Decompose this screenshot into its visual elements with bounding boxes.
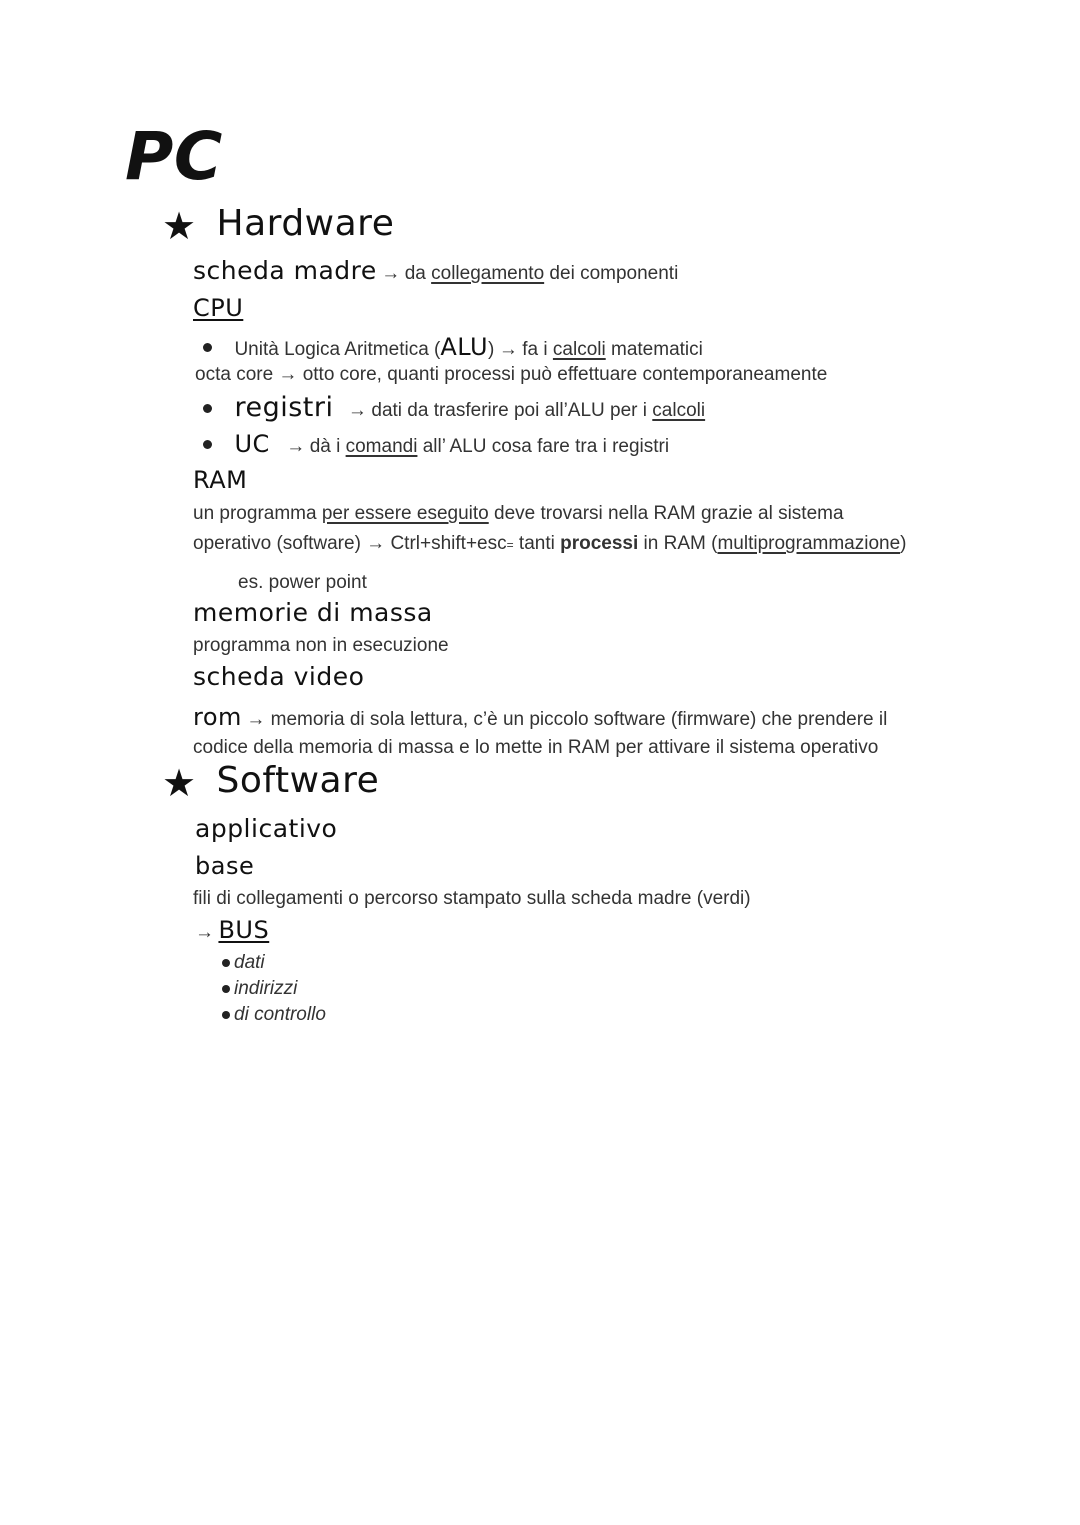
bullet-icon (203, 440, 212, 449)
octa-core-line: octa core → otto core, quanti processi può effettuare contemporaneamente (195, 364, 828, 385)
applicativo-term: applicativo (195, 814, 338, 843)
alu-term: ALU (440, 333, 489, 361)
calcoli-underlined: calcoli (652, 400, 706, 421)
star-icon: ★ (162, 763, 197, 805)
bullet-icon (222, 959, 230, 967)
bus-item-dati (222, 952, 265, 974)
arrow-icon: → (381, 263, 401, 284)
registri-term: registri (234, 392, 334, 423)
uc-pre: dà i (309, 436, 346, 457)
arrow-icon: → (286, 436, 306, 457)
bus-item-indirizzi (222, 978, 297, 1000)
ram-line2-mid: tanti (513, 533, 561, 554)
ram-line1-pre: un programma (193, 503, 322, 524)
rom-row (193, 703, 887, 731)
arrow-icon: → (347, 400, 367, 421)
rom-term: rom (193, 703, 242, 731)
bus-row (195, 916, 269, 944)
uc-post: all’ ALU cosa fare tra i registri (417, 436, 670, 457)
page-title: PC (125, 118, 223, 195)
cpu-term: CPU (193, 294, 244, 322)
uc-row (203, 430, 669, 458)
arrow-icon: → (246, 709, 266, 730)
multiprogrammazione-underlined: multiprogrammazione (717, 533, 901, 554)
ram-line2-eq: = (506, 538, 514, 552)
rom-line2: codice della memoria di massa e lo mette in RAM per attivare il sistema operativo (193, 737, 879, 758)
bullet-icon (203, 343, 212, 352)
per-essere-eseguito-underlined: per essere eseguito (321, 503, 489, 524)
arrow-icon: → (195, 922, 214, 943)
ram-line-2 (193, 533, 906, 555)
bullet-icon (222, 1011, 230, 1019)
bullet-icon (222, 985, 230, 993)
registri-pre: dati da trasferire poi all’ALU per i (371, 400, 653, 421)
bullet-icon (203, 404, 212, 413)
ram-line2-pre: operativo (software) → Ctrl+shift+esc (193, 533, 507, 554)
memorie-term: memorie di massa (193, 598, 433, 627)
scheda-video-term: scheda video (193, 662, 365, 691)
memorie-desc: programma non in esecuzione (193, 635, 449, 656)
scheda-madre-row (193, 256, 678, 285)
scheda-madre-pre: da (404, 263, 432, 284)
alu-desc-pre: fa i (522, 339, 553, 360)
collegamento-underlined: collegamento (431, 263, 545, 284)
base-term: base (195, 852, 255, 880)
fili-line: fili di collegamenti o percorso stampato sulla scheda madre (verdi) (193, 888, 751, 909)
bus-item-label: dati (234, 952, 265, 973)
star-icon: ★ (162, 206, 197, 248)
bus-item-controllo (222, 1004, 326, 1026)
bus-item-label: indirizzi (234, 978, 298, 999)
uc-term: UC (234, 430, 270, 458)
bus-item-label: di controllo (234, 1004, 326, 1025)
ram-line-1 (193, 503, 844, 525)
alu-post: ) (488, 339, 495, 360)
ram-example: es. power point (238, 572, 367, 593)
scheda-madre-term: scheda madre (193, 256, 377, 285)
scheda-madre-post: dei componenti (544, 263, 679, 284)
rom-line1: memoria di sola lettura, c’è un piccolo software (firmware) che prendere il (265, 709, 888, 730)
processi-bold: processi (560, 533, 639, 554)
arrow-icon: → (498, 339, 518, 360)
hardware-heading: Hardware (216, 203, 395, 244)
ram-line2-post: ) (900, 533, 907, 554)
ram-term: RAM (193, 466, 248, 494)
alu-row (203, 333, 703, 361)
alu-desc-post: matematici (605, 339, 703, 360)
ram-line2-mid2: in RAM ( (638, 533, 718, 554)
hardware-heading-row (162, 203, 394, 249)
comandi-underlined: comandi (345, 436, 418, 457)
registri-row (203, 392, 705, 423)
bus-term: BUS (218, 916, 270, 944)
calcoli-underlined: calcoli (552, 339, 606, 360)
software-heading: Software (216, 760, 380, 801)
ram-line1-post: deve trovarsi nella RAM grazie al sistema (488, 503, 844, 524)
alu-pre: Unità Logica Aritmetica ( (234, 339, 441, 360)
software-heading-row (162, 760, 379, 806)
